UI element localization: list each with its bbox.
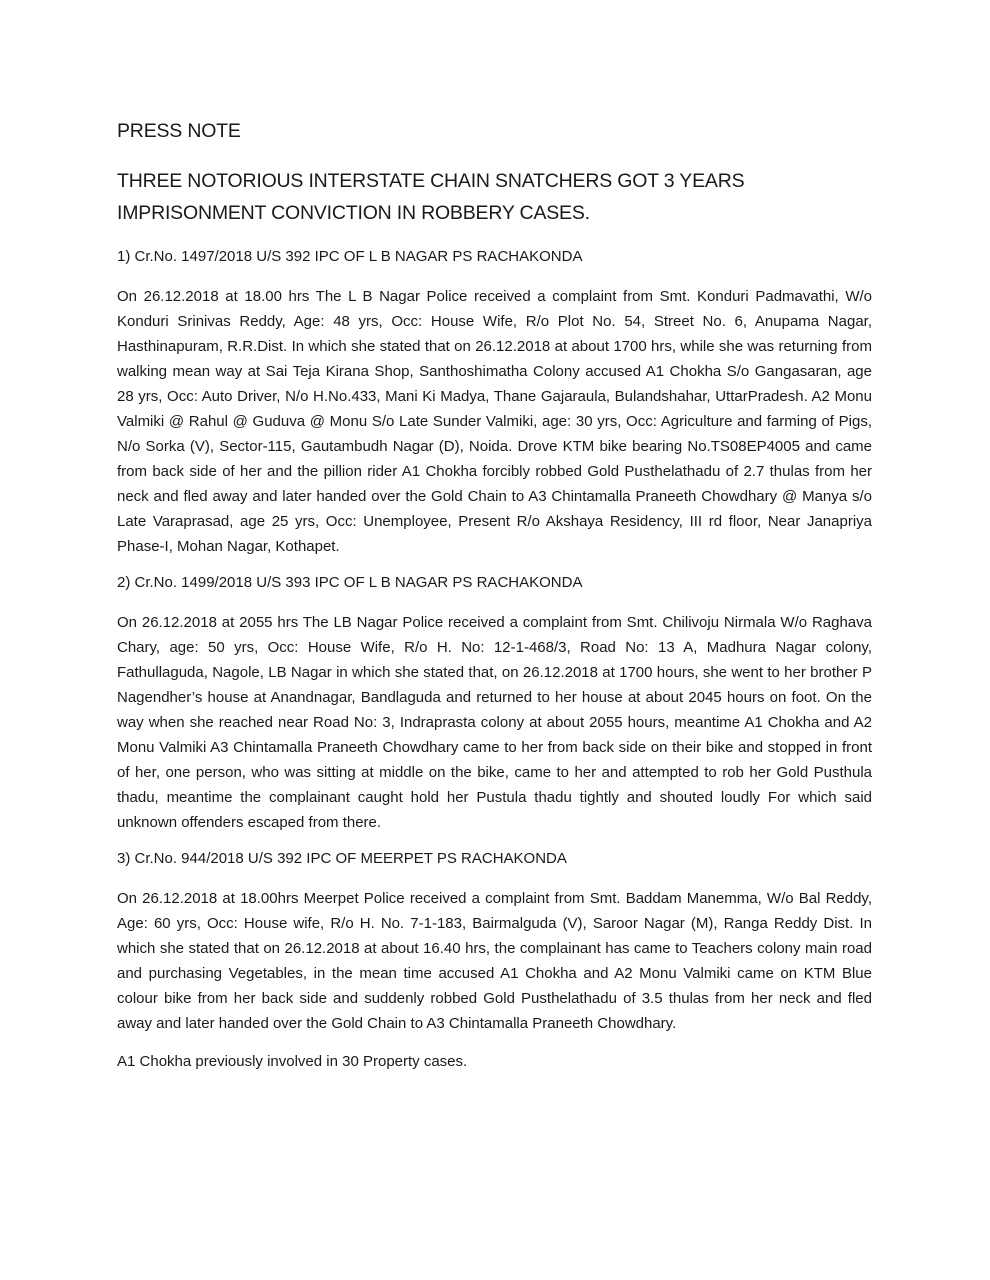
case-3-title: 3) Cr.No. 944/2018 U/S 392 IPC OF MEERPET PS RACHAKONDA [117,850,567,867]
case-1-body: On 26.12.2018 at 18.00 hrs The L B Nagar Police received a complaint from Smt. Konduri Padmavathi, W/o Konduri Srinivas Reddy, Age: 48 yrs, Occ: House Wife, R/o Plot No. 54, Street No. 6, Anupama Nagar, Hasthinapuram, R.R.Dist. In which she stated that on 26.12.2018 at about 1700 hrs, while she was returning from walking mean way at Sai Teja Kirana Shop, Santhoshimatha Colony accused A1 Chokha S/o Gangasaran, age 28 yrs, Occ: Auto Driver, N/o H.No.433, Mani Ki Madya, Thane Gajaraula, Bulandshahar, UttarPradesh. A2 Monu Valmiki @ Rahul @ Guduva @ Monu S/o Late Sunder Valmiki, age: 30 yrs, Occ: Agriculture and farming of Pigs, N/o Sorka (V), Sector-115, Gautambudh Nagar (D), Noida. Drove KTM bike bearing No.TS08EP4005 and came from back side of her and the pillion rider A1 Chokha forcibly robbed Gold Pusthelathadu of 2.7 thulas from her neck and fled away and later handed over the Gold Chain to A3 Chintamalla Praneeth Chowdhary @ Manya s/o Late Varaprasad, age 25 yrs, Occ: Unemployee, Present R/o Akshaya Residency, III rd floor, Near Janapriya Phase-I, Mohan Nagar, Kothapet. [117,288,872,555]
case-2-body: On 26.12.2018 at 2055 hrs The LB Nagar Police received a complaint from Smt. Chilivoju Nirmala W/o Raghava Chary, age: 50 yrs, Occ: House Wife, R/o H. No: 12-1-468/3, Road No: 13 A, Madhura Nagar colony, Fathullaguda, Nagole, LB Nagar in which she stated that, on 26.12.2018 at 1700 hours, she went to her brother P Nagendher’s house at Anandnagar, Bandlaguda and returned to her house at about 2045 hours on foot. On the way when she reached near Road No: 3, Indraprasta colony at about 2055 hours, meantime A1 Chokha and A2 Monu Valmiki A3 Chintamalla Praneeth Chowdhary came to her from back side on their bike and stopped in front of her, one person, who was sitting at middle on the bike, came to her and attempted to rob her Gold Pusthula thadu, meantime the complainant caught hold her Pustula thadu tightly and shouted loudly For which said unknown offenders escaped from there. [117,614,872,831]
case-3-body: On 26.12.2018 at 18.00hrs Meerpet Police received a complaint from Smt. Baddam Manemma, W/o Bal Reddy, Age: 60 yrs, Occ: House wife, R/o H. No. 7-1-183, Bairmalguda (V), Saroor Nagar (M), Ranga Reddy Dist. In which she stated that on 26.12.2018 at about 16.40 hrs, the complainant has came to Teachers colony main road and purchasing Vegetables, in the mean time accused A1 Chokha and A2 Monu Valmiki came on KTM Blue colour bike from her back side and suddenly robbed Gold Pusthelathadu of 3.5 thulas from her neck and fled away and later handed over the Gold Chain to A3 Chintamalla Praneeth Chowdhary. [117,890,872,1032]
case-2-title: 2) Cr.No. 1499/2018 U/S 393 IPC OF L B NAGAR PS RACHAKONDA [117,574,583,591]
case-1-title: 1) Cr.No. 1497/2018 U/S 392 IPC OF L B NAGAR PS RACHAKONDA [117,248,583,265]
closing-note: A1 Chokha previously involved in 30 Property cases. [117,1053,468,1070]
press-note-page [117,118,872,1074]
document-label: PRESS NOTE [117,120,241,142]
document-headline: THREE NOTORIOUS INTERSTATE CHAIN SNATCHERS GOT 3 YEARS IMPRISONMENT CONVICTION IN ROBBERY CASES. [117,170,745,224]
